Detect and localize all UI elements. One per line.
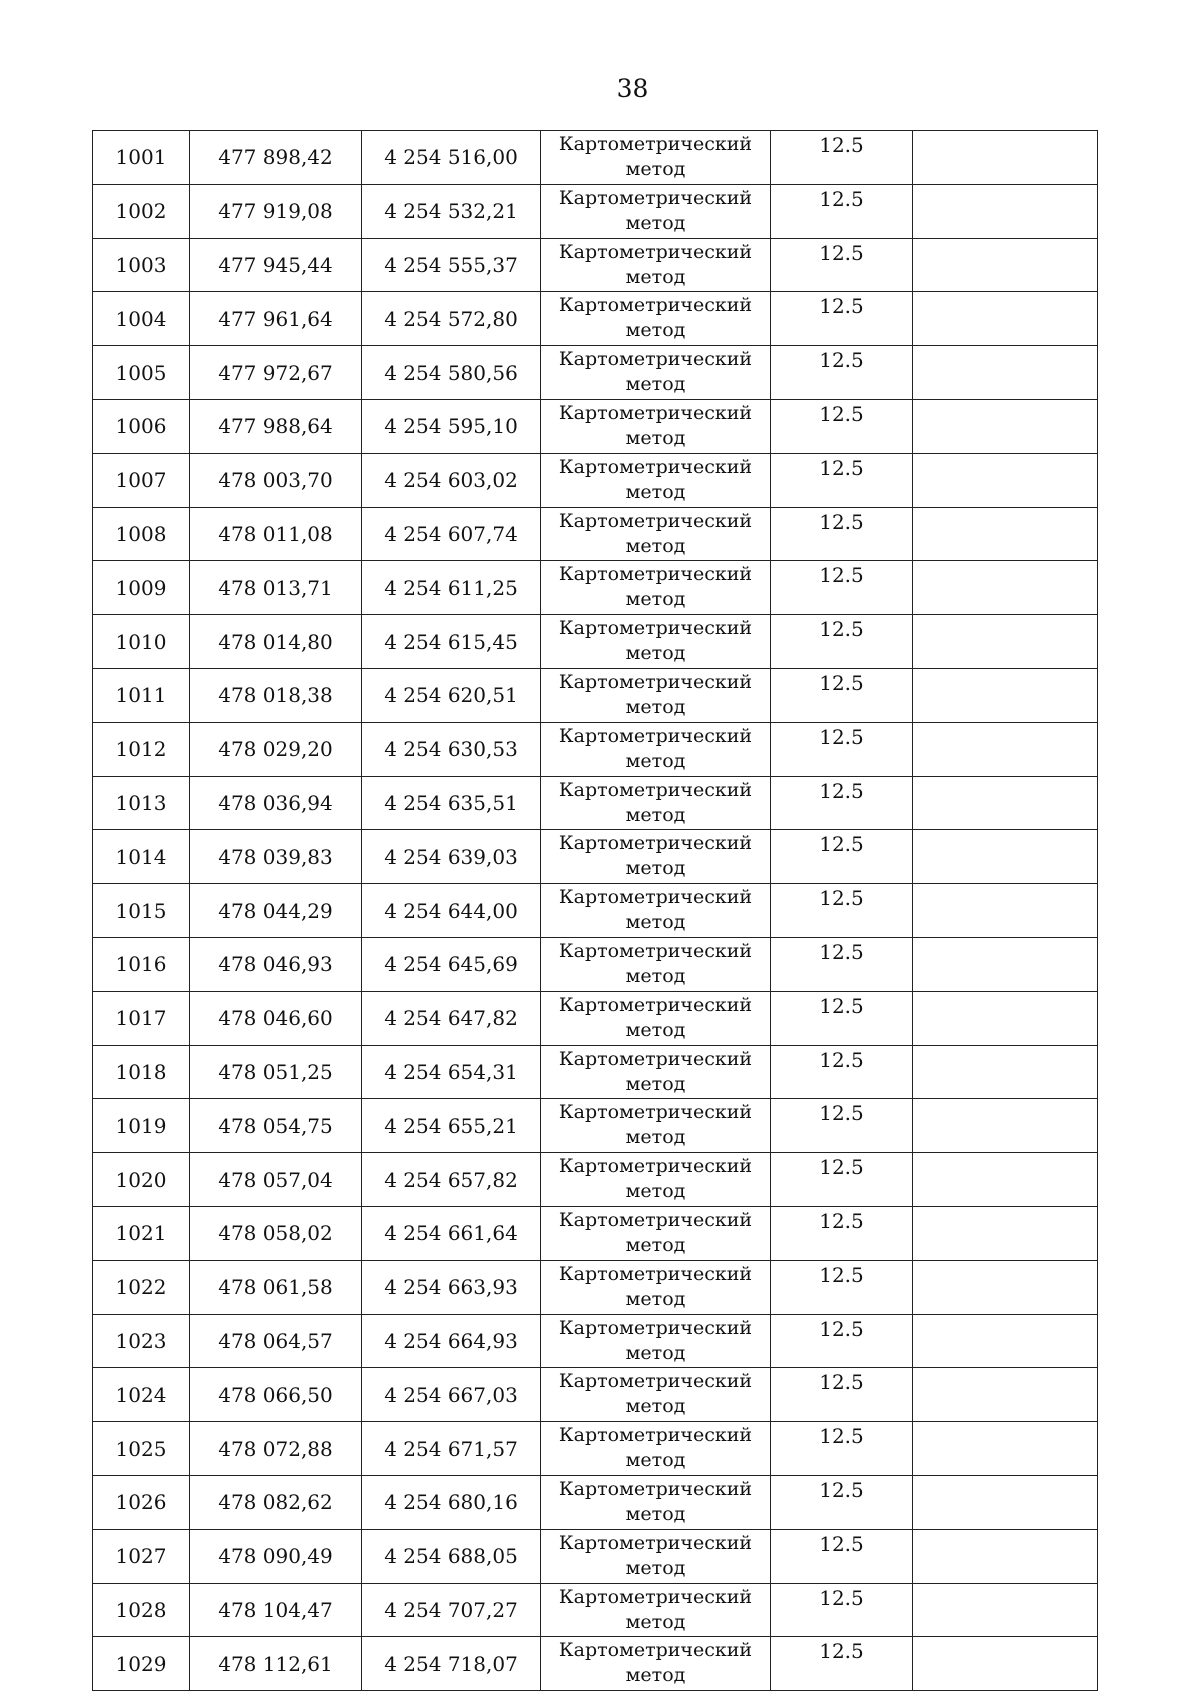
- point-number-cell: 1002: [93, 184, 190, 238]
- x-coordinate-cell: 477 898,42: [190, 131, 362, 185]
- page-number: 38: [616, 74, 649, 103]
- note-cell: [913, 1583, 1098, 1637]
- method-cell: [541, 453, 771, 507]
- note-cell: [913, 991, 1098, 1045]
- point-number-cell: 1019: [93, 1099, 190, 1153]
- y-coordinate-cell: 4 254 671,57: [362, 1422, 541, 1476]
- table-row: [93, 1099, 1098, 1153]
- note-cell: [913, 615, 1098, 669]
- table-row: [93, 1314, 1098, 1368]
- method-line-1: Картометрический: [558, 509, 753, 532]
- x-coordinate-cell: 478 072,88: [190, 1422, 362, 1476]
- x-coordinate-cell: 478 039,83: [190, 830, 362, 884]
- y-coordinate-cell: 4 254 611,25: [362, 561, 541, 615]
- table-row: [93, 937, 1098, 991]
- method-line-1: Картометрический: [558, 1639, 753, 1662]
- method-line-2: метод: [625, 319, 686, 342]
- x-coordinate-cell: 478 061,58: [190, 1260, 362, 1314]
- accuracy-cell: 12.5: [771, 1422, 913, 1476]
- point-number-cell: 1003: [93, 238, 190, 292]
- method-line-1: Картометрический: [558, 1316, 753, 1339]
- accuracy-cell: 12.5: [771, 722, 913, 776]
- y-coordinate-cell: 4 254 595,10: [362, 399, 541, 453]
- accuracy-cell: 12.5: [771, 184, 913, 238]
- method-line-2: метод: [625, 1072, 686, 1095]
- table-row: [93, 722, 1098, 776]
- point-number-cell: 1022: [93, 1260, 190, 1314]
- accuracy-cell: 12.5: [771, 668, 913, 722]
- note-cell: [913, 1206, 1098, 1260]
- point-number-cell: 1008: [93, 507, 190, 561]
- note-cell: [913, 1475, 1098, 1529]
- method-cell: [541, 184, 771, 238]
- table-row: [93, 830, 1098, 884]
- accuracy-cell: 12.5: [771, 131, 913, 185]
- table-row: [93, 615, 1098, 669]
- note-cell: [913, 507, 1098, 561]
- method-line-1: Картометрический: [558, 1585, 753, 1608]
- point-number-cell: 1007: [93, 453, 190, 507]
- table-row: [93, 1583, 1098, 1637]
- point-number-cell: 1004: [93, 292, 190, 346]
- x-coordinate-cell: 478 003,70: [190, 453, 362, 507]
- method-line-2: метод: [625, 803, 686, 826]
- note-cell: [913, 830, 1098, 884]
- method-cell: [541, 615, 771, 669]
- method-line-1: Картометрический: [558, 455, 753, 478]
- y-coordinate-cell: 4 254 516,00: [362, 131, 541, 185]
- method-cell: [541, 507, 771, 561]
- x-coordinate-cell: 478 018,38: [190, 668, 362, 722]
- method-cell: [541, 1206, 771, 1260]
- point-number-cell: 1009: [93, 561, 190, 615]
- note-cell: [913, 1260, 1098, 1314]
- table-row: [93, 1153, 1098, 1207]
- method-line-2: метод: [625, 1502, 686, 1525]
- method-line-1: Картометрический: [558, 240, 753, 263]
- method-line-1: Картометрический: [558, 1047, 753, 1070]
- method-line-1: Картометрический: [558, 1370, 753, 1393]
- table-row: [93, 776, 1098, 830]
- point-number-cell: 1005: [93, 346, 190, 400]
- y-coordinate-cell: 4 254 718,07: [362, 1637, 541, 1691]
- method-line-1: Картометрический: [558, 1424, 753, 1447]
- y-coordinate-cell: 4 254 580,56: [362, 346, 541, 400]
- y-coordinate-cell: 4 254 644,00: [362, 884, 541, 938]
- method-line-1: Картометрический: [558, 563, 753, 586]
- point-number-cell: 1026: [93, 1475, 190, 1529]
- method-line-2: метод: [625, 1395, 686, 1418]
- method-cell: [541, 830, 771, 884]
- method-line-1: Картометрический: [558, 1208, 753, 1231]
- y-coordinate-cell: 4 254 635,51: [362, 776, 541, 830]
- x-coordinate-cell: 478 057,04: [190, 1153, 362, 1207]
- x-coordinate-cell: 478 082,62: [190, 1475, 362, 1529]
- point-number-cell: 1020: [93, 1153, 190, 1207]
- method-line-1: Картометрический: [558, 993, 753, 1016]
- accuracy-cell: 12.5: [771, 1368, 913, 1422]
- note-cell: [913, 722, 1098, 776]
- y-coordinate-cell: 4 254 664,93: [362, 1314, 541, 1368]
- method-line-1: Картометрический: [558, 939, 753, 962]
- accuracy-cell: 12.5: [771, 776, 913, 830]
- point-number-cell: 1011: [93, 668, 190, 722]
- y-coordinate-cell: 4 254 680,16: [362, 1475, 541, 1529]
- point-number-cell: 1006: [93, 399, 190, 453]
- table-row: [93, 884, 1098, 938]
- method-cell: [541, 991, 771, 1045]
- method-cell: [541, 668, 771, 722]
- method-line-1: Картометрический: [558, 133, 753, 155]
- coordinates-table-body: [93, 131, 1098, 1691]
- point-number-cell: 1015: [93, 884, 190, 938]
- table-row: [93, 561, 1098, 615]
- x-coordinate-cell: 477 988,64: [190, 399, 362, 453]
- method-line-2: метод: [625, 857, 686, 880]
- note-cell: [913, 292, 1098, 346]
- method-line-2: метод: [625, 1018, 686, 1041]
- method-line-2: метод: [625, 534, 686, 557]
- method-cell: [541, 776, 771, 830]
- method-line-2: метод: [625, 588, 686, 611]
- x-coordinate-cell: 478 014,80: [190, 615, 362, 669]
- method-cell: [541, 937, 771, 991]
- accuracy-cell: 12.5: [771, 1260, 913, 1314]
- table-row: [93, 1260, 1098, 1314]
- note-cell: [913, 668, 1098, 722]
- accuracy-cell: 12.5: [771, 507, 913, 561]
- accuracy-cell: 12.5: [771, 453, 913, 507]
- method-line-1: Картометрический: [558, 778, 753, 801]
- method-line-2: метод: [625, 1664, 686, 1687]
- method-line-2: метод: [625, 1556, 686, 1579]
- table-row: [93, 1422, 1098, 1476]
- table-row: [93, 184, 1098, 238]
- method-line-2: метод: [625, 480, 686, 503]
- point-number-cell: 1001: [93, 131, 190, 185]
- method-line-2: метод: [625, 211, 686, 234]
- accuracy-cell: 12.5: [771, 1475, 913, 1529]
- x-coordinate-cell: 478 051,25: [190, 1045, 362, 1099]
- x-coordinate-cell: 478 064,57: [190, 1314, 362, 1368]
- x-coordinate-cell: 477 945,44: [190, 238, 362, 292]
- method-cell: [541, 1153, 771, 1207]
- table-row: [93, 238, 1098, 292]
- method-cell: [541, 131, 771, 185]
- accuracy-cell: 12.5: [771, 346, 913, 400]
- method-line-1: Картометрический: [558, 186, 753, 209]
- y-coordinate-cell: 4 254 661,64: [362, 1206, 541, 1260]
- note-cell: [913, 1529, 1098, 1583]
- method-line-2: метод: [625, 1180, 686, 1203]
- table-row: [93, 346, 1098, 400]
- table-row: [93, 1045, 1098, 1099]
- accuracy-cell: 12.5: [771, 1529, 913, 1583]
- method-line-2: метод: [625, 373, 686, 396]
- note-cell: [913, 937, 1098, 991]
- note-cell: [913, 884, 1098, 938]
- accuracy-cell: 12.5: [771, 884, 913, 938]
- table-row: [93, 1206, 1098, 1260]
- x-coordinate-cell: 477 972,67: [190, 346, 362, 400]
- point-number-cell: 1025: [93, 1422, 190, 1476]
- x-coordinate-cell: 478 054,75: [190, 1099, 362, 1153]
- x-coordinate-cell: 478 046,93: [190, 937, 362, 991]
- y-coordinate-cell: 4 254 657,82: [362, 1153, 541, 1207]
- table-row: [93, 1368, 1098, 1422]
- method-cell: [541, 1475, 771, 1529]
- method-cell: [541, 722, 771, 776]
- x-coordinate-cell: 478 066,50: [190, 1368, 362, 1422]
- method-line-2: метод: [625, 1449, 686, 1472]
- method-cell: [541, 1422, 771, 1476]
- accuracy-cell: 12.5: [771, 615, 913, 669]
- x-coordinate-cell: 478 112,61: [190, 1637, 362, 1691]
- x-coordinate-cell: 478 046,60: [190, 991, 362, 1045]
- point-number-cell: 1013: [93, 776, 190, 830]
- coordinates-table: [92, 130, 1098, 1691]
- y-coordinate-cell: 4 254 663,93: [362, 1260, 541, 1314]
- method-line-2: метод: [625, 749, 686, 772]
- note-cell: [913, 1422, 1098, 1476]
- accuracy-cell: 12.5: [771, 937, 913, 991]
- method-line-2: метод: [625, 1233, 686, 1256]
- method-line-1: Картометрический: [558, 670, 753, 693]
- y-coordinate-cell: 4 254 667,03: [362, 1368, 541, 1422]
- point-number-cell: 1027: [93, 1529, 190, 1583]
- table-row: [93, 1637, 1098, 1691]
- table-row: [93, 399, 1098, 453]
- accuracy-cell: 12.5: [771, 830, 913, 884]
- table-row: [93, 991, 1098, 1045]
- accuracy-cell: 12.5: [771, 1099, 913, 1153]
- accuracy-cell: 12.5: [771, 292, 913, 346]
- x-coordinate-cell: 478 058,02: [190, 1206, 362, 1260]
- method-cell: [541, 346, 771, 400]
- method-line-2: метод: [625, 1287, 686, 1310]
- method-cell: [541, 292, 771, 346]
- accuracy-cell: 12.5: [771, 1314, 913, 1368]
- method-cell: [541, 1314, 771, 1368]
- note-cell: [913, 561, 1098, 615]
- note-cell: [913, 346, 1098, 400]
- x-coordinate-cell: 478 011,08: [190, 507, 362, 561]
- note-cell: [913, 1099, 1098, 1153]
- method-line-2: метод: [625, 695, 686, 718]
- y-coordinate-cell: 4 254 688,05: [362, 1529, 541, 1583]
- method-line-1: Картометрический: [558, 401, 753, 424]
- method-line-1: Картометрический: [558, 1531, 753, 1554]
- method-line-2: метод: [625, 911, 686, 934]
- x-coordinate-cell: 477 961,64: [190, 292, 362, 346]
- accuracy-cell: 12.5: [771, 1045, 913, 1099]
- method-line-1: Картометрический: [558, 1101, 753, 1124]
- point-number-cell: 1021: [93, 1206, 190, 1260]
- y-coordinate-cell: 4 254 620,51: [362, 668, 541, 722]
- method-line-1: Картометрический: [558, 1477, 753, 1500]
- method-cell: [541, 561, 771, 615]
- y-coordinate-cell: 4 254 639,03: [362, 830, 541, 884]
- method-line-2: метод: [625, 158, 686, 180]
- y-coordinate-cell: 4 254 645,69: [362, 937, 541, 991]
- note-cell: [913, 776, 1098, 830]
- x-coordinate-cell: 478 029,20: [190, 722, 362, 776]
- y-coordinate-cell: 4 254 572,80: [362, 292, 541, 346]
- note-cell: [913, 1314, 1098, 1368]
- method-cell: [541, 1637, 771, 1691]
- y-coordinate-cell: 4 254 603,02: [362, 453, 541, 507]
- method-cell: [541, 1583, 771, 1637]
- x-coordinate-cell: 478 044,29: [190, 884, 362, 938]
- table-row: [93, 668, 1098, 722]
- note-cell: [913, 1045, 1098, 1099]
- method-line-1: Картометрический: [558, 1262, 753, 1285]
- accuracy-cell: 12.5: [771, 1153, 913, 1207]
- y-coordinate-cell: 4 254 607,74: [362, 507, 541, 561]
- accuracy-cell: 12.5: [771, 1583, 913, 1637]
- y-coordinate-cell: 4 254 654,31: [362, 1045, 541, 1099]
- method-line-2: метод: [625, 1610, 686, 1633]
- method-cell: [541, 399, 771, 453]
- method-line-1: Картометрический: [558, 294, 753, 317]
- y-coordinate-cell: 4 254 707,27: [362, 1583, 541, 1637]
- table-row: [93, 1529, 1098, 1583]
- method-line-2: метод: [625, 426, 686, 449]
- method-line-1: Картометрический: [558, 832, 753, 855]
- point-number-cell: 1018: [93, 1045, 190, 1099]
- method-cell: [541, 884, 771, 938]
- note-cell: [913, 238, 1098, 292]
- method-line-2: метод: [625, 964, 686, 987]
- y-coordinate-cell: 4 254 655,21: [362, 1099, 541, 1153]
- y-coordinate-cell: 4 254 532,21: [362, 184, 541, 238]
- note-cell: [913, 453, 1098, 507]
- y-coordinate-cell: 4 254 555,37: [362, 238, 541, 292]
- point-number-cell: 1028: [93, 1583, 190, 1637]
- x-coordinate-cell: 478 090,49: [190, 1529, 362, 1583]
- method-cell: [541, 1260, 771, 1314]
- point-number-cell: 1023: [93, 1314, 190, 1368]
- point-number-cell: 1012: [93, 722, 190, 776]
- method-line-2: метод: [625, 642, 686, 665]
- table-row: [93, 507, 1098, 561]
- note-cell: [913, 184, 1098, 238]
- y-coordinate-cell: 4 254 647,82: [362, 991, 541, 1045]
- accuracy-cell: 12.5: [771, 1637, 913, 1691]
- table-row: [93, 292, 1098, 346]
- note-cell: [913, 1153, 1098, 1207]
- x-coordinate-cell: 478 104,47: [190, 1583, 362, 1637]
- table-row: [93, 131, 1098, 185]
- method-line-1: Картометрический: [558, 724, 753, 747]
- point-number-cell: 1010: [93, 615, 190, 669]
- table-row: [93, 453, 1098, 507]
- x-coordinate-cell: 478 013,71: [190, 561, 362, 615]
- note-cell: [913, 131, 1098, 185]
- y-coordinate-cell: 4 254 630,53: [362, 722, 541, 776]
- point-number-cell: 1016: [93, 937, 190, 991]
- method-line-1: Картометрический: [558, 1155, 753, 1178]
- point-number-cell: 1017: [93, 991, 190, 1045]
- method-cell: [541, 238, 771, 292]
- x-coordinate-cell: 478 036,94: [190, 776, 362, 830]
- point-number-cell: 1024: [93, 1368, 190, 1422]
- accuracy-cell: 12.5: [771, 238, 913, 292]
- note-cell: [913, 399, 1098, 453]
- method-line-2: метод: [625, 1341, 686, 1364]
- point-number-cell: 1014: [93, 830, 190, 884]
- method-line-2: метод: [625, 1126, 686, 1149]
- method-line-2: метод: [625, 265, 686, 288]
- note-cell: [913, 1637, 1098, 1691]
- method-cell: [541, 1045, 771, 1099]
- note-cell: [913, 1368, 1098, 1422]
- accuracy-cell: 12.5: [771, 991, 913, 1045]
- method-cell: [541, 1529, 771, 1583]
- accuracy-cell: 12.5: [771, 561, 913, 615]
- method-cell: [541, 1099, 771, 1153]
- method-line-1: Картометрический: [558, 886, 753, 909]
- method-cell: [541, 1368, 771, 1422]
- table-row: [93, 1475, 1098, 1529]
- point-number-cell: 1029: [93, 1637, 190, 1691]
- y-coordinate-cell: 4 254 615,45: [362, 615, 541, 669]
- accuracy-cell: 12.5: [771, 399, 913, 453]
- method-line-1: Картометрический: [558, 348, 753, 371]
- x-coordinate-cell: 477 919,08: [190, 184, 362, 238]
- method-line-1: Картометрический: [558, 617, 753, 640]
- accuracy-cell: 12.5: [771, 1206, 913, 1260]
